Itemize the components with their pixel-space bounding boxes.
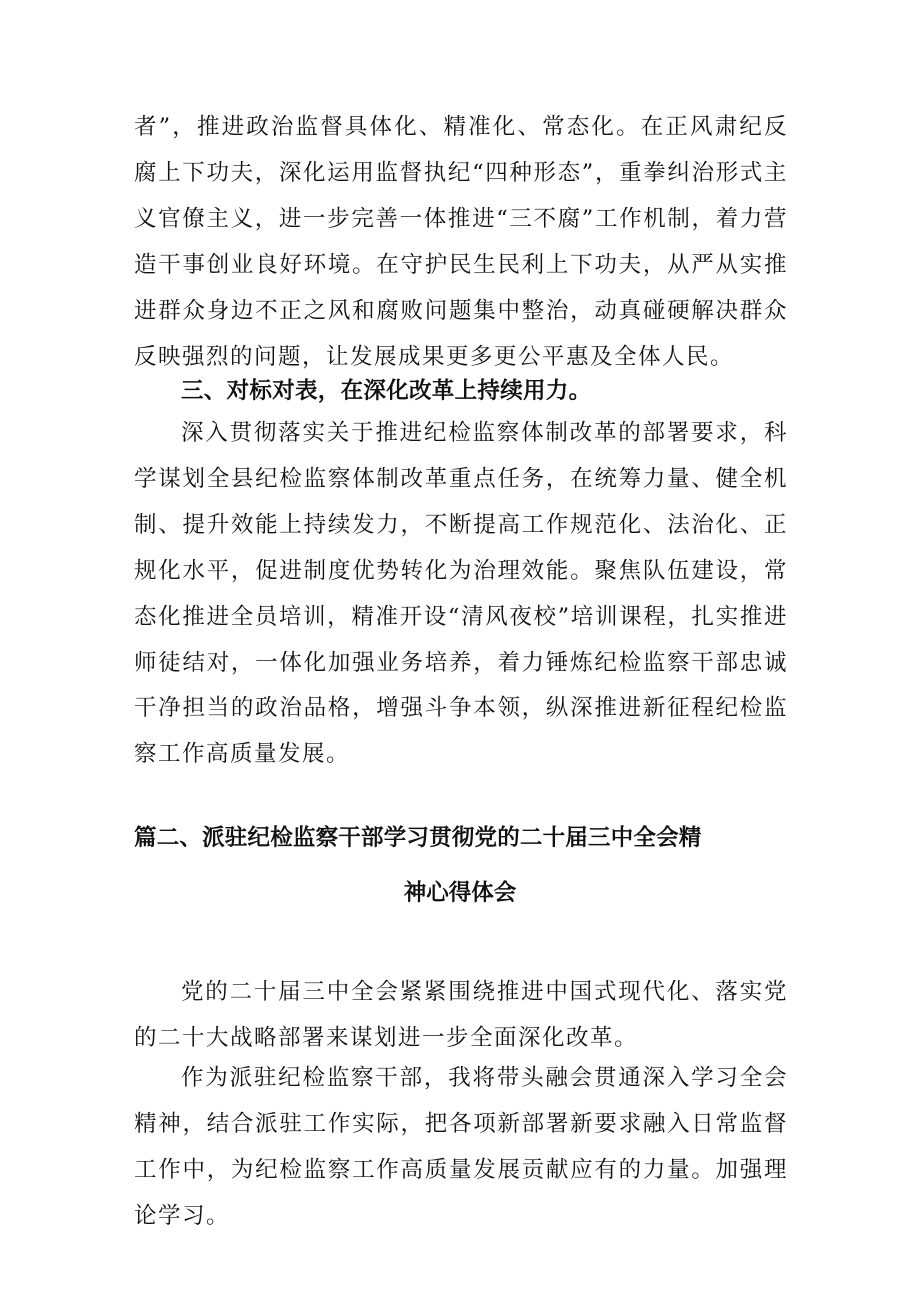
body-paragraph-resident-cadre: 作为派驻纪检监察干部，我将带头融会贯通深入学习全会精神，结合派驻工作实际，把各项新部署新要求融入日常监督工作中，为纪检监察工作高质量发展贡献应有的力量。加强理论学习。 xyxy=(134,1065,788,1229)
body-paragraph-plenum-intro: 党的二十届三中全会紧紧围绕推进中国式现代化、落实党的二十大战略部署来谋划进一步全面深化改革。 xyxy=(134,979,788,1051)
body-paragraph-reform-requirements: 深入贯彻落实关于推进纪检监察体制改革的部署要求，科学谋划全县纪检监察体制改革重点任务，在统筹力量、健全机制、提升效能上持续发力，不断提高工作规范化、法治化、正规化水平，促进制度优势转化为治理效能。聚焦队伍建设，常态化推进全员培训，精准开设“清风夜校”培训课程，扎实推进师徒结对，一体化加强业务培养，着力锤炼纪检监察干部忠诚干净担当的政治品格，增强斗争本领，纵深推进新征程纪检监察工作高质量发展。 xyxy=(134,420,788,768)
body-paragraph-political-supervision: 者”，推进政治监督具体化、精准化、常态化。在正风肃纪反腐上下功夫，深化运用监督执纪“四种形态”，重拳纠治形式主义官僚主义，进一步完善一体推进“三不腐”工作机制，着力营造干事创业良好环境。在守护民生民利上下功夫，从严从实推进群众身边不正之风和腐败问题集中整治，动真碰硬解决群众反映强烈的问题，让发展成果更多更公平惠及全体人民。 xyxy=(134,114,788,370)
chapter-title-line-2: 神心得体会 xyxy=(403,880,517,906)
chapter-title-line-1: 篇二、派驻纪检监察干部学习贯彻党的二十届三中全会精 xyxy=(134,825,702,851)
section-heading-deepen-reform: 三、对标对表，在深化改革上持续用力。 xyxy=(181,378,592,404)
